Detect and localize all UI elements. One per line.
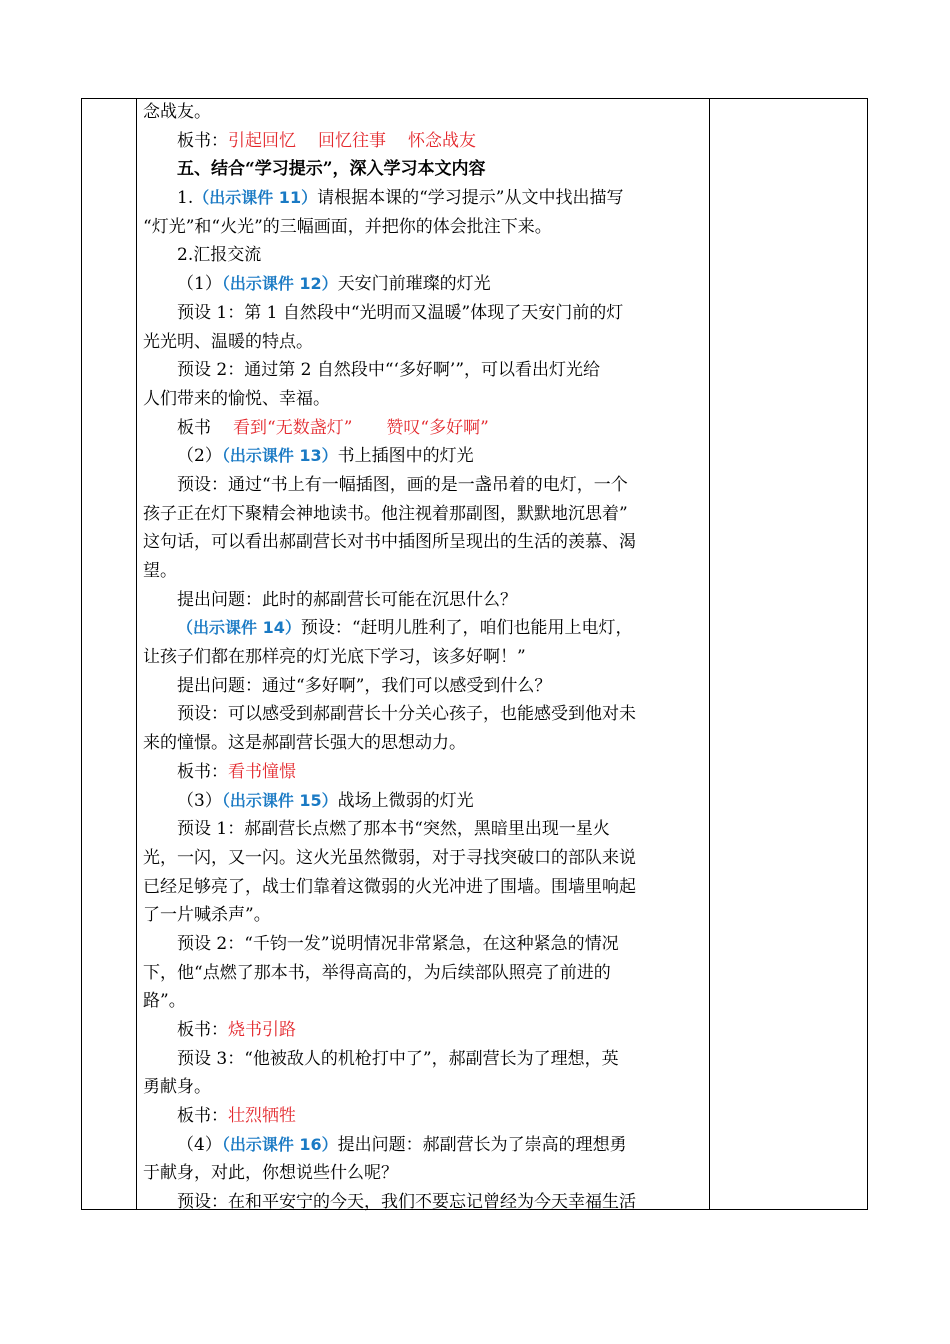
text-line bbox=[143, 1016, 708, 1045]
courseware-tag: （出示课件 16） bbox=[221, 1134, 338, 1154]
courseware-tag: （出示课件 14） bbox=[177, 618, 301, 638]
text-span: 下，他“点燃了那本书，举得高高的，为后续部队照亮了前进的 bbox=[143, 962, 611, 983]
text-line bbox=[143, 213, 708, 242]
text-line bbox=[143, 442, 708, 471]
text-span: 预设 1：郝副营长点燃了那本书“突然，黑暗里出现一星火 bbox=[177, 819, 610, 840]
text-line bbox=[143, 1102, 708, 1131]
text-span: 请根据本课的“学习提示”从文中找出描写 bbox=[317, 188, 624, 209]
text-line bbox=[143, 959, 708, 988]
text-span: 孩子正在灯下聚精会神地读书。他注视着那副图，默默地沉思着” bbox=[143, 503, 628, 524]
text-span: 五、结合“学习提示”，深入学习本文内容 bbox=[177, 159, 486, 180]
text-span: 板书： bbox=[177, 1020, 228, 1040]
text-line bbox=[143, 672, 708, 701]
text-line bbox=[143, 184, 708, 213]
text-line bbox=[143, 815, 708, 844]
text-line bbox=[143, 873, 708, 902]
text-line bbox=[143, 930, 708, 959]
text-span: 让孩子们都在那样亮的灯光底下学习，该多好啊！” bbox=[143, 647, 526, 668]
text-line bbox=[143, 356, 708, 385]
text-span: 光光明、温暖的特点。 bbox=[143, 331, 313, 352]
text-line bbox=[143, 758, 708, 787]
text-line bbox=[143, 1045, 708, 1074]
text-line bbox=[143, 500, 708, 529]
text-line bbox=[143, 299, 708, 328]
text-line bbox=[143, 155, 708, 184]
courseware-tag: （出示课件 15） bbox=[221, 790, 338, 810]
text-line bbox=[143, 328, 708, 357]
board-note-text: 回忆往事 bbox=[318, 130, 386, 151]
text-span: 人们带来的愉悦、幸福。 bbox=[143, 388, 330, 409]
text-line bbox=[143, 987, 708, 1016]
text-span: 预设：“赶明儿胜利了，咱们也能用上电灯， bbox=[300, 618, 633, 639]
text-span: 光，一闪，又一闪。这火光虽然微弱，对于寻找突破口的部队来说 bbox=[143, 847, 636, 868]
text-line bbox=[143, 787, 708, 816]
text-span: 预设：在和平安宁的今天，我们不要忘记曾经为今天幸福生活 bbox=[177, 1192, 636, 1213]
text-span: 提出问题：郝副营长为了崇高的理想勇 bbox=[337, 1134, 627, 1155]
text-span: （3） bbox=[177, 790, 222, 811]
text-span: 路”。 bbox=[143, 991, 186, 1012]
text-line bbox=[143, 729, 708, 758]
courseware-tag: （出示课件 13） bbox=[221, 446, 338, 466]
text-span: 板书： bbox=[177, 1106, 228, 1127]
text-line bbox=[143, 1131, 708, 1160]
text-span: 1. bbox=[177, 188, 194, 209]
text-span: 预设 3：“他被敌人的机枪打中了”，郝副营长为了理想，英 bbox=[177, 1048, 619, 1069]
board-note-text: 壮烈牺牲 bbox=[228, 1106, 296, 1127]
text-line bbox=[143, 586, 708, 615]
text-span: （4） bbox=[177, 1134, 222, 1155]
text-span: 来的憧憬。这是郝副营长强大的思想动力。 bbox=[143, 733, 466, 754]
text-line bbox=[143, 1073, 708, 1102]
text-line bbox=[143, 471, 708, 500]
text-span: 预设：通过“书上有一幅插图，画的是一盏吊着的电灯，一个 bbox=[177, 474, 628, 495]
text-line bbox=[143, 700, 708, 729]
text-span: 望。 bbox=[143, 561, 177, 581]
courseware-tag: （出示课件 12） bbox=[221, 274, 338, 294]
text-line bbox=[143, 901, 708, 930]
text-span: 预设 2：通过第 2 自然段中“‘多好啊’”，可以看出灯光给 bbox=[177, 360, 601, 381]
board-note-text: 烧书引路 bbox=[228, 1020, 296, 1040]
table-column-divider bbox=[709, 99, 710, 1209]
text-line bbox=[143, 614, 708, 643]
text-span: “灯光”和“火光”的三幅画面，并把你的体会批注下来。 bbox=[143, 216, 552, 237]
text-line bbox=[143, 270, 708, 299]
text-line bbox=[143, 385, 708, 414]
text-span: 板书 bbox=[177, 417, 211, 438]
table-column-divider bbox=[136, 99, 137, 1209]
board-note-text: 怀念战友 bbox=[408, 130, 476, 151]
text-span: 这句话，可以看出郝副营长对书中插图所呈现出的生活的羡慕、渴 bbox=[143, 532, 636, 553]
text-span: 战场上微弱的灯光 bbox=[337, 790, 474, 811]
board-note-text: 赞叹“多好啊” bbox=[386, 417, 489, 438]
text-span: 书上插图中的灯光 bbox=[337, 446, 474, 467]
text-line bbox=[143, 643, 708, 672]
text-line bbox=[143, 98, 708, 127]
text-span: 勇献身。 bbox=[143, 1077, 211, 1098]
text-span: （1） bbox=[177, 274, 222, 295]
text-span: 预设：可以感受到郝副营长十分关心孩子，也能感受到他对未 bbox=[177, 704, 636, 725]
text-span: 已经足够亮了，战士们靠着这微弱的火光冲进了围墙。围墙里响起 bbox=[143, 876, 636, 897]
board-note-text: 看书憧憬 bbox=[228, 761, 296, 782]
text-line bbox=[143, 844, 708, 873]
text-line bbox=[143, 414, 708, 443]
text-line bbox=[143, 557, 708, 586]
text-span: 提出问题：此时的郝副营长可能在沉思什么？ bbox=[177, 589, 517, 610]
text-line bbox=[143, 1188, 708, 1217]
text-span: 板书： bbox=[177, 130, 228, 151]
text-span: 预设 1：第 1 自然段中“光明而又温暖”体现了天安门前的灯 bbox=[177, 302, 624, 323]
text-span: 念战友。 bbox=[143, 102, 211, 122]
text-span: 板书： bbox=[177, 761, 228, 782]
text-span: 了一片喊杀声”。 bbox=[143, 905, 271, 926]
courseware-tag: （出示课件 11） bbox=[193, 188, 318, 208]
text-span: 2.汇报交流 bbox=[177, 245, 262, 266]
lesson-content bbox=[143, 98, 708, 1217]
text-line bbox=[143, 528, 708, 557]
text-line bbox=[143, 127, 708, 156]
text-span: 预设 2：“千钧一发”说明情况非常紧急，在这种紧急的情况 bbox=[177, 933, 619, 954]
board-note-text: 看到“无数盏灯” bbox=[233, 417, 353, 438]
board-note-text: 引起回忆 bbox=[228, 130, 296, 151]
text-span: （2） bbox=[177, 446, 222, 467]
text-line bbox=[143, 241, 708, 270]
text-span: 提出问题：通过“多好啊”，我们可以感受到什么？ bbox=[177, 675, 552, 696]
text-span: 天安门前璀璨的灯光 bbox=[337, 274, 491, 295]
text-span: 于献身，对此，你想说些什么呢？ bbox=[143, 1163, 398, 1184]
text-line bbox=[143, 1159, 708, 1188]
